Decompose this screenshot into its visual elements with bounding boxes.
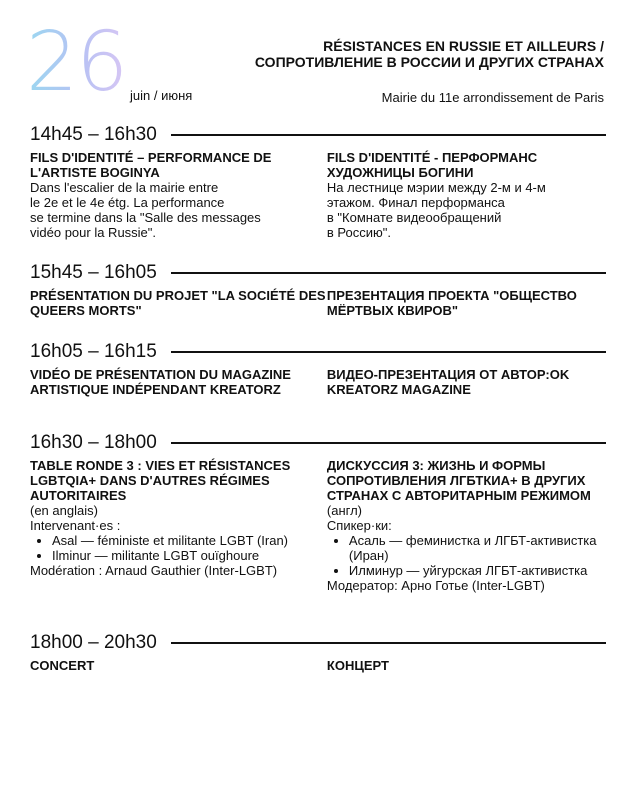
slot-heading-fr: CONCERT	[30, 658, 95, 673]
slot-fr	[30, 367, 327, 397]
slot-heading-fr: TABLE RONDE 3 : VIES ET RÉSISTANCES LGBTQIA+ DANS D'AUTRES RÉGIMES AUTORITAIRES	[30, 458, 291, 503]
slot-time: 16h30 – 18h00	[30, 432, 157, 453]
speaker-item: • Илминур — уйгурская ЛГБТ-активистка	[349, 563, 606, 578]
language-note-ru: (англ)	[326, 503, 363, 518]
slot-body-fr-line: vidéo pour la Russie".	[30, 225, 157, 240]
slot-body-ru-line: в "Комнате видеообращений	[326, 210, 502, 225]
speakers-list-ru	[327, 533, 606, 578]
speaker-item: • Asal — féministe et militante LGBT (Iran)	[52, 533, 327, 548]
schedule-slot-2	[30, 260, 606, 318]
slot-heading-ru: КОНЦЕРТ	[326, 658, 389, 673]
language-note-fr: (en anglais)	[30, 503, 98, 518]
speakers-label-ru: Спикер·ки:	[326, 518, 392, 533]
slot-body-ru-line: в Россию".	[326, 225, 391, 240]
speakers-label-fr: Intervenant·es :	[30, 518, 121, 533]
speaker-item: • Ilminur — militante LGBT ouïghoure	[52, 548, 327, 563]
divider	[171, 351, 606, 353]
slot-fr	[30, 288, 327, 318]
schedule-slot-5	[30, 630, 606, 673]
divider	[171, 272, 606, 274]
slot-body-ru-line: На лестнице мэрии между 2-м и 4-м	[326, 180, 546, 195]
divider	[171, 442, 606, 444]
slot-heading-fr: FILS D'IDENTITÉ – PERFORMANCE DE L'ARTISTE BOGINYA	[30, 150, 272, 180]
event-title-fr: RÉSISTANCES EN RUSSIE ET AILLEURS /	[323, 38, 604, 54]
slot-heading-ru: ДИСКУССИЯ 3: ЖИЗНЬ И ФОРМЫ СОПРОТИВЛЕНИЯ ЛГБТКИА+ В ДРУГИХ СТРАНАХ С АВТОРИТАРНЫМ РЕЖИМОМ	[326, 458, 591, 503]
schedule-slot-4	[30, 430, 606, 593]
divider	[171, 642, 606, 644]
speaker-item: • Асаль — феминистка и ЛГБТ-активистка (Иран)	[349, 533, 606, 563]
slot-heading-fr: VIDÉO DE PRÉSENTATION DU MAGAZINE ARTISTIQUE INDÉPENDANT KREATORZ	[30, 367, 291, 397]
schedule-slot-1	[30, 122, 606, 240]
slot-time: 16h05 – 16h15	[30, 341, 157, 362]
divider	[171, 134, 606, 136]
slot-body-fr-line: le 2e et le 4e étg. La performance	[30, 195, 225, 210]
slot-time: 18h00 – 20h30	[30, 632, 157, 653]
venue: Mairie du 11e arrondissement de Paris	[381, 90, 604, 105]
slot-fr	[30, 150, 327, 240]
month-label: juin / июня	[130, 88, 193, 103]
slot-fr	[30, 458, 327, 593]
slot-ru	[327, 288, 606, 318]
slot-time: 14h45 – 16h30	[30, 124, 157, 145]
slot-body-fr-line: Dans l'escalier de la mairie entre	[30, 180, 219, 195]
slot-heading-ru: ВИДЕО-ПРЕЗЕНТАЦИЯ ОТ АВТОР:OK KREATORZ MAGAZINE	[326, 367, 570, 397]
event-title	[184, 38, 604, 70]
slot-ru	[327, 150, 606, 240]
slot-fr	[30, 658, 327, 673]
slot-time: 15h45 – 16h05	[30, 262, 157, 283]
slot-ru	[327, 458, 606, 593]
slot-ru	[327, 658, 606, 673]
event-title-ru: СОПРОТИВЛЕНИЕ В РОССИИ И ДРУГИХ СТРАНАХ	[254, 54, 604, 70]
slot-heading-ru: ПРЕЗЕНТАЦИЯ ПРОЕКТА "ОБЩЕСТВО МЁРТВЫХ КВИРОВ"	[326, 288, 577, 318]
slot-heading-ru: FILS D'IDENTITÉ - ПЕРФОРМАНС ХУДОЖНИЦЫ БОГИНИ	[326, 150, 538, 180]
slot-body-fr-line: se termine dans la "Salle des messages	[30, 210, 261, 225]
slot-heading-fr: PRÉSENTATION DU PROJET "LA SOCIÉTÉ DES QUEERS MORTS"	[30, 288, 326, 318]
day-number: 26	[26, 15, 127, 110]
slot-ru	[327, 367, 606, 397]
slot-body-ru-line: этажом. Финал перформанса	[326, 195, 505, 210]
speakers-list-fr	[30, 533, 327, 563]
moderation-ru: Модератор: Арно Готье (Inter-LGBT)	[326, 578, 545, 593]
schedule-slot-3	[30, 339, 606, 397]
moderation-fr: Modération : Arnaud Gauthier (Inter-LGBT)	[30, 563, 278, 578]
